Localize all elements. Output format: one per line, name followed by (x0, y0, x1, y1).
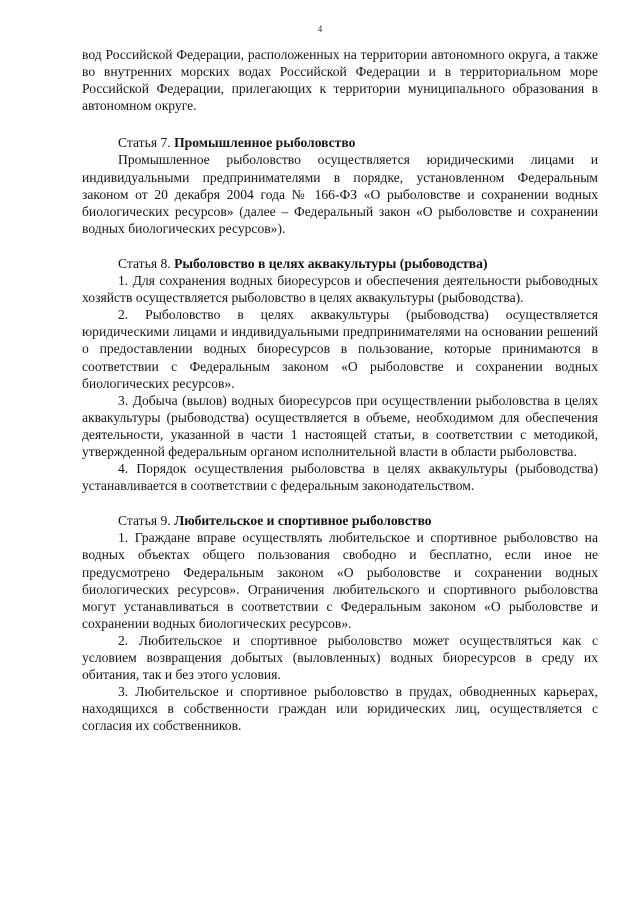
article-9-prefix: Статья 9. (118, 513, 171, 529)
article-8-paragraph-4: 4. Порядок осуществления рыболовства в целях аквакультуры (рыбоводства) устанавливается в соответствии с федеральным законодательством. (82, 461, 598, 494)
article-8-paragraph-2: 2. Рыболовство в целях аквакультуры (рыбоводства) осуществляется юридическими лицами и индивидуальными предпринимателями на основании решений о предоставлении водных биоресурсов в пользование, которые принимаются в соответствии с Федеральным законом «О рыболовстве и сохранении водных биологических ресурсов». (82, 307, 598, 391)
article-9-heading (82, 512, 598, 529)
article-9-paragraph-3: 3. Любительское и спортивное рыболовство в прудах, обводненных карьерах, находящихся в собственности граждан или юридических лиц, осуществляется с согласия их собственников. (82, 684, 598, 734)
article-9-paragraph-1: 1. Граждане вправе осуществлять любительское и спортивное рыболовство на водных объектах общего пользования свободно и бесплатно, если иное не предусмотрено Федеральным законом «О рыболовстве и сохранении водных биологических ресурсов». Ограничения любительского и спортивного рыболовства могут устанавливаться в соответствии с Федеральным законом «О рыболовстве и сохранении водных биологических ресурсов». (82, 530, 598, 631)
article-8-title: Рыболовство в целях аквакультуры (рыбоводства) (174, 255, 488, 271)
article-9-title: Любительское и спортивное рыболовство (174, 513, 432, 529)
article-8 (82, 255, 598, 494)
article-8-paragraph-1: 1. Для сохранения водных биоресурсов и обеспечения деятельности рыбоводных хозяйств осуществляется рыболовство в целях аквакультуры (рыбоводства). (82, 273, 598, 306)
article-7-heading (82, 134, 598, 151)
article-7-prefix: Статья 7. (118, 135, 171, 151)
article-7-title: Промышленное рыболовство (174, 135, 356, 151)
article-8-prefix: Статья 8. (118, 255, 171, 271)
article-7 (82, 134, 598, 237)
article-9-paragraph-2: 2. Любительское и спортивное рыболовство может осуществляться как с условием возвращения добытых (выловленных) водных биоресурсов в среду их обитания, так и без этого условия. (82, 632, 598, 683)
article-7-paragraph-1: Промышленное рыболовство осуществляется юридическими лицами и индивидуальными предпринимателями в порядке, установленном Федеральным законом от 20 декабря 2004 года № 166-ФЗ «О рыболовстве и сохранении водных биологических ресурсов» (далее – Федеральный закон «О рыболовстве и сохранении водных биологических ресурсов»). (82, 152, 598, 236)
document-body (82, 46, 598, 734)
intro-paragraph: вод Российской Федерации, расположенных на территории автономного округа, а также во внутренних морских водах Российской Федерации и в территориальном море Российской Федерации, прилегающих к территории муниципального образования в автономном округе. (82, 47, 598, 114)
article-8-heading (82, 255, 598, 272)
article-8-paragraph-3: 3. Добыча (вылов) водных биоресурсов при осуществлении рыболовства в целях аквакультуры (рыбоводства) осуществляется в объеме, необходимом для обеспечения деятельности, указанной в части 1 настоящей статьи, в соответствии с методикой, утвержденной федеральным органом исполнительной власти в области рыболовства. (82, 392, 598, 459)
page-number: 4 (317, 24, 323, 34)
article-9 (82, 512, 598, 734)
